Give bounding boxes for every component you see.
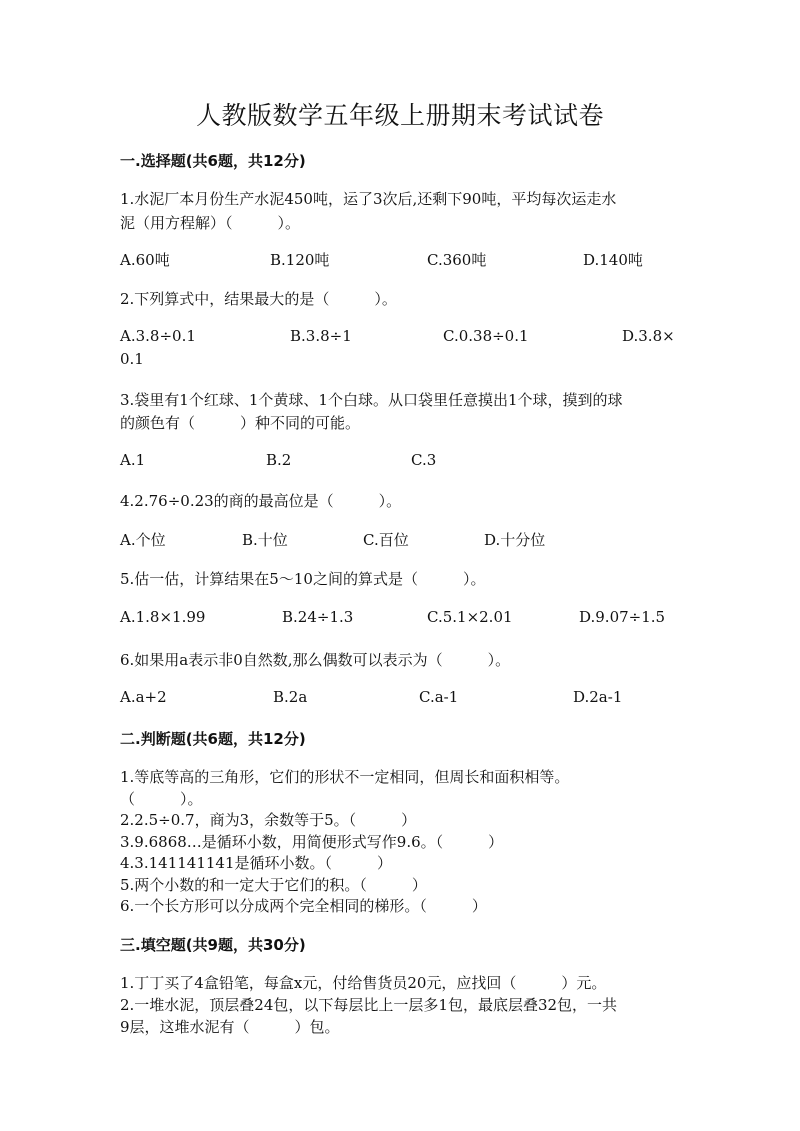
option-d: D.140吨: [583, 251, 643, 269]
option-b: B.十位: [242, 531, 288, 549]
question-text: 1.水泥厂本月份生产水泥450吨，运了3次后,还剩下90吨，平均每次运走水: [120, 190, 617, 208]
judge-item: 5.两个小数的和一定大于它们的积。（ ）: [120, 876, 427, 894]
question-text: 3.袋里有1个红球、1个黄球、1个白球。从口袋里任意摸出1个球，摸到的球: [120, 391, 623, 409]
option-b: B.2a: [273, 688, 308, 706]
section-heading-choice: 一.选择题(共6题，共12分): [120, 152, 306, 170]
option-c: C.3: [411, 451, 437, 469]
judge-item: 6.一个长方形可以分成两个完全相同的梯形。（ ）: [120, 897, 487, 915]
option-a: A.60吨: [120, 251, 170, 269]
option-b: B.3.8÷1: [290, 327, 352, 345]
option-d: D.十分位: [484, 531, 546, 549]
question-text: 泥（用方程解）（ ）。: [120, 214, 301, 232]
option-a: A.1.8×1.99: [120, 608, 206, 626]
section-heading-fill: 三.填空题(共9题，共30分): [120, 936, 306, 954]
question-text: 6.如果用a表示非0自然数,那么偶数可以表示为（ ）。: [120, 651, 511, 669]
judge-item: 1.等底等高的三角形，它们的形状不一定相同，但周长和面积相等。: [120, 768, 570, 786]
option-a: A.a+2: [120, 688, 167, 706]
option-b: B.24÷1.3: [282, 608, 354, 626]
option-d-wrap: 0.1: [120, 350, 144, 368]
option-b: B.2: [266, 451, 292, 469]
option-a: A.1: [120, 451, 146, 469]
judge-item: 3.9.6868…是循环小数，用简便形式写作9.6。（ ）: [120, 833, 504, 851]
question-text: 5.估一估，计算结果在5～10之间的算式是（ ）。: [120, 570, 486, 588]
option-a: A.个位: [120, 531, 166, 549]
option-c: C.360吨: [427, 251, 487, 269]
section-heading-judge: 二.判断题(共6题，共12分): [120, 730, 306, 748]
judge-item: 2.2.5÷0.7，商为3，余数等于5。（ ）: [120, 811, 417, 829]
option-a: A.3.8÷0.1: [120, 327, 196, 345]
option-c: C.5.1×2.01: [427, 608, 513, 626]
question-text: 2.下列算式中，结果最大的是（ ）。: [120, 290, 397, 308]
option-c: C.0.38÷0.1: [443, 327, 529, 345]
fill-item: 2.一堆水泥，顶层叠24包，以下每层比上一层多1包，最底层叠32包，一共: [120, 996, 618, 1014]
option-d: D.2a-1: [573, 688, 623, 706]
option-c: C.a-1: [419, 688, 459, 706]
option-c: C.百位: [363, 531, 409, 549]
judge-item: 4.3.141141141是循环小数。（ ）: [120, 854, 393, 872]
option-d: D.9.07÷1.5: [579, 608, 666, 626]
fill-item: 1.丁丁买了4盒铅笔，每盒x元，付给售货员20元，应找回（ ）元。: [120, 974, 607, 992]
question-text: 4.2.76÷0.23的商的最高位是（ ）。: [120, 492, 402, 510]
option-b: B.120吨: [270, 251, 330, 269]
option-d: D.3.8×: [622, 327, 675, 345]
fill-item: 9层，这堆水泥有（ ）包。: [120, 1018, 340, 1036]
exam-title: 人教版数学五年级上册期末考试试卷: [195, 101, 604, 130]
judge-item: （ ）。: [120, 790, 203, 808]
question-text: 的颜色有（ ）种不同的可能。: [120, 414, 361, 432]
